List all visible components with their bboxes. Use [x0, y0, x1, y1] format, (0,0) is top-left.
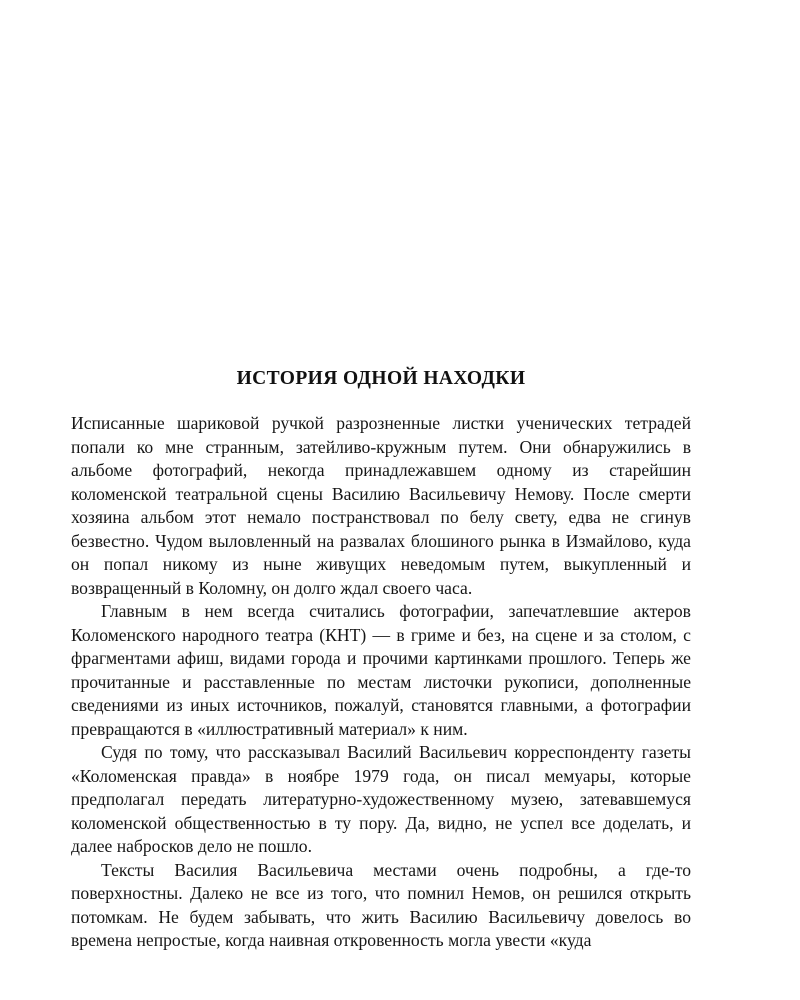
paragraph-3: Судя по тому, что рассказывал Василий Васильевич корреспонденту газеты «Коломенская правда» в ноябре 1979 года, он писал мемуары, которые предполагал передать литературно-художественному музею, затевавшемуся коломенской общественностью в ту пору. Да, видно, не успел все доделать, и далее набросков дело не пошло.: [71, 742, 691, 856]
chapter-title: ИСТОРИЯ ОДНОЙ НАХОДКИ: [236, 368, 526, 389]
chapter-body: [71, 412, 691, 953]
paragraph-1: Исписанные шариковой ручкой разрозненные листки ученических тетрадей попали ко мне странным, затейливо-кружным путем. Они обнаружились в альбоме фотографий, некогда принадлежавшем одному из старейшин коломенской театральной сцены Василию Васильевичу Немову. После смерти хозяина альбом этот немало постранствовал по белу свету, едва не сгинув безвестно. Чудом выловленный на развалах блошиного рынка в Измайлово, куда он попал никому из ныне живущих неведомым путем, выкупленный и возвращенный в Коломну, он долго ждал своего часа.: [71, 413, 691, 598]
paragraph-4: Тексты Василия Васильевича местами очень подробны, а где-то поверхностны. Далеко не все из того, что помнил Немов, он решился открыть потомкам. Не будем забывать, что жить Василию Васильевичу довелось во времена непростые, когда наивная откровенность могла увести «куда: [71, 859, 691, 950]
paragraph-2: Главным в нем всегда считались фотографии, запечатлевшие актеров Коломенского народного театра (КНТ) — в гриме и без, на сцене и за столом, с фрагментами афиш, видами города и прочими картинками прошлого. Теперь же прочитанные и расставленные по местам листочки рукописи, дополненные сведениями из иных источников, пожалуй, становятся главными, а фотографии превращаются в «иллюстративный материал» к ним.: [71, 601, 691, 739]
